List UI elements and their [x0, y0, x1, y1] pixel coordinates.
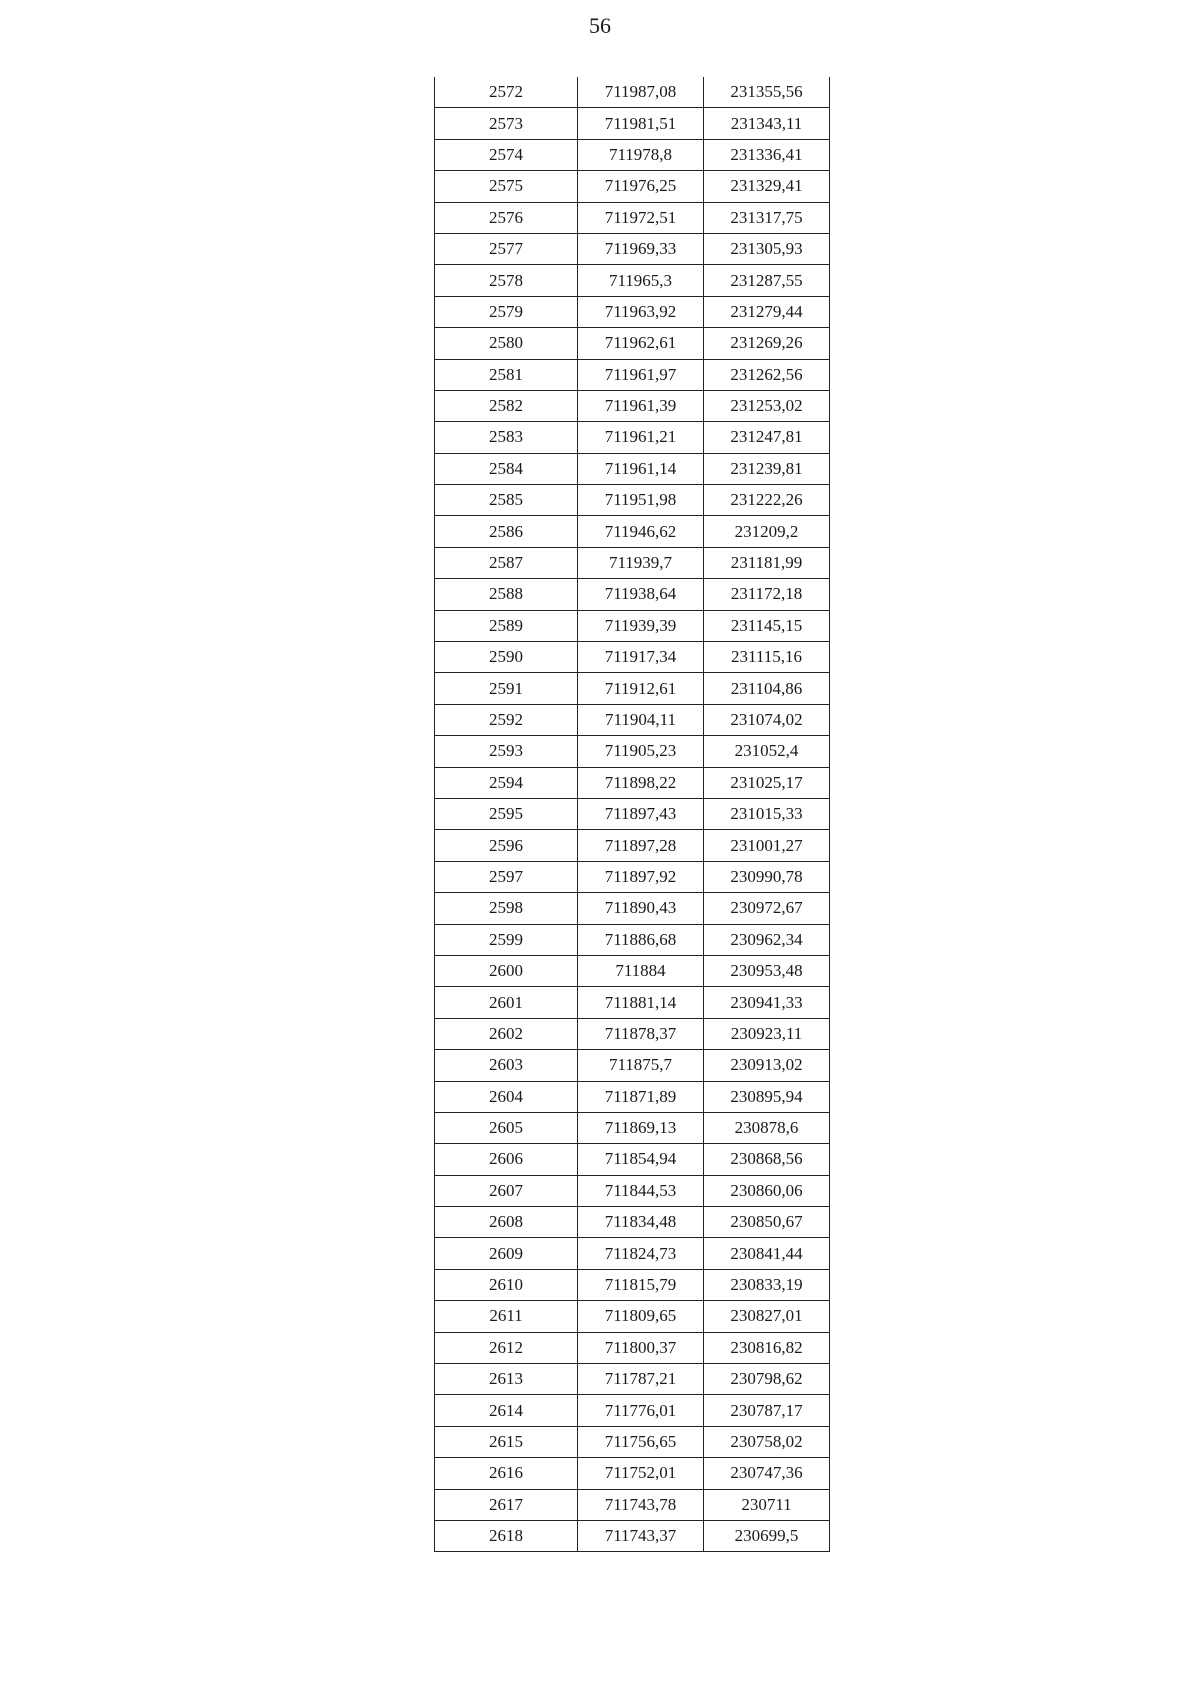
table-row: [435, 987, 830, 1018]
table-row: [435, 1081, 830, 1112]
point-number-cell: 2586: [435, 516, 578, 547]
y-coordinate-cell: 231336,41: [704, 139, 830, 170]
point-number-cell: 2615: [435, 1426, 578, 1457]
point-number-cell: 2602: [435, 1018, 578, 1049]
page-number: 56: [589, 13, 611, 38]
x-coordinate-cell: 711776,01: [578, 1395, 704, 1426]
x-coordinate-cell: 711875,7: [578, 1050, 704, 1081]
x-coordinate-cell: 711961,39: [578, 390, 704, 421]
x-coordinate-cell: 711961,14: [578, 453, 704, 484]
point-number-cell: 2584: [435, 453, 578, 484]
y-coordinate-cell: 230895,94: [704, 1081, 830, 1112]
y-coordinate-cell: 231355,56: [704, 77, 830, 108]
x-coordinate-cell: 711743,78: [578, 1489, 704, 1520]
table-row: [435, 924, 830, 955]
table-row: [435, 202, 830, 233]
point-number-cell: 2576: [435, 202, 578, 233]
x-coordinate-cell: 711869,13: [578, 1112, 704, 1143]
coordinates-table-body: [435, 77, 830, 1552]
x-coordinate-cell: 711878,37: [578, 1018, 704, 1049]
point-number-cell: 2582: [435, 390, 578, 421]
x-coordinate-cell: 711965,3: [578, 265, 704, 296]
y-coordinate-cell: 230787,17: [704, 1395, 830, 1426]
y-coordinate-cell: 231172,18: [704, 579, 830, 610]
y-coordinate-cell: 230747,36: [704, 1458, 830, 1489]
y-coordinate-cell: 230972,67: [704, 893, 830, 924]
y-coordinate-cell: 230841,44: [704, 1238, 830, 1269]
y-coordinate-cell: 231279,44: [704, 296, 830, 327]
x-coordinate-cell: 711897,92: [578, 861, 704, 892]
y-coordinate-cell: 230816,82: [704, 1332, 830, 1363]
point-number-cell: 2614: [435, 1395, 578, 1426]
table-row: [435, 547, 830, 578]
table-row: [435, 955, 830, 986]
table-row: [435, 861, 830, 892]
table-row: [435, 390, 830, 421]
x-coordinate-cell: 711752,01: [578, 1458, 704, 1489]
table-row: [435, 1364, 830, 1395]
y-coordinate-cell: 231269,26: [704, 328, 830, 359]
point-number-cell: 2573: [435, 108, 578, 139]
x-coordinate-cell: 711963,92: [578, 296, 704, 327]
point-number-cell: 2590: [435, 642, 578, 673]
table-row: [435, 296, 830, 327]
x-coordinate-cell: 711962,61: [578, 328, 704, 359]
y-coordinate-cell: 230699,5: [704, 1520, 830, 1551]
point-number-cell: 2588: [435, 579, 578, 610]
y-coordinate-cell: 231181,99: [704, 547, 830, 578]
table-row: [435, 704, 830, 735]
point-number-cell: 2574: [435, 139, 578, 170]
y-coordinate-cell: 230962,34: [704, 924, 830, 955]
y-coordinate-cell: 231074,02: [704, 704, 830, 735]
y-coordinate-cell: 230860,06: [704, 1175, 830, 1206]
point-number-cell: 2601: [435, 987, 578, 1018]
x-coordinate-cell: 711854,94: [578, 1144, 704, 1175]
y-coordinate-cell: 230878,6: [704, 1112, 830, 1143]
x-coordinate-cell: 711824,73: [578, 1238, 704, 1269]
table-row: [435, 1144, 830, 1175]
y-coordinate-cell: 231104,86: [704, 673, 830, 704]
x-coordinate-cell: 711972,51: [578, 202, 704, 233]
x-coordinate-cell: 711787,21: [578, 1364, 704, 1395]
point-number-cell: 2606: [435, 1144, 578, 1175]
table-row: [435, 1520, 830, 1551]
point-number-cell: 2610: [435, 1269, 578, 1300]
y-coordinate-cell: 231001,27: [704, 830, 830, 861]
x-coordinate-cell: 711815,79: [578, 1269, 704, 1300]
x-coordinate-cell: 711951,98: [578, 485, 704, 516]
table-row: [435, 422, 830, 453]
point-number-cell: 2617: [435, 1489, 578, 1520]
x-coordinate-cell: 711890,43: [578, 893, 704, 924]
x-coordinate-cell: 711897,43: [578, 798, 704, 829]
point-number-cell: 2578: [435, 265, 578, 296]
y-coordinate-cell: 230941,33: [704, 987, 830, 1018]
y-coordinate-cell: 230850,67: [704, 1207, 830, 1238]
y-coordinate-cell: 231015,33: [704, 798, 830, 829]
table-row: [435, 1332, 830, 1363]
y-coordinate-cell: 231253,02: [704, 390, 830, 421]
x-coordinate-cell: 711743,37: [578, 1520, 704, 1551]
y-coordinate-cell: 231247,81: [704, 422, 830, 453]
point-number-cell: 2611: [435, 1301, 578, 1332]
point-number-cell: 2607: [435, 1175, 578, 1206]
table-row: [435, 77, 830, 108]
point-number-cell: 2585: [435, 485, 578, 516]
y-coordinate-cell: 230923,11: [704, 1018, 830, 1049]
point-number-cell: 2583: [435, 422, 578, 453]
table-row: [435, 1018, 830, 1049]
x-coordinate-cell: 711834,48: [578, 1207, 704, 1238]
x-coordinate-cell: 711939,7: [578, 547, 704, 578]
y-coordinate-cell: 230953,48: [704, 955, 830, 986]
x-coordinate-cell: 711946,62: [578, 516, 704, 547]
x-coordinate-cell: 711904,11: [578, 704, 704, 735]
table-row: [435, 1426, 830, 1457]
y-coordinate-cell: 231305,93: [704, 233, 830, 264]
y-coordinate-cell: 231052,4: [704, 736, 830, 767]
y-coordinate-cell: 230798,62: [704, 1364, 830, 1395]
point-number-cell: 2591: [435, 673, 578, 704]
table-row: [435, 736, 830, 767]
table-row: [435, 1395, 830, 1426]
x-coordinate-cell: 711912,61: [578, 673, 704, 704]
y-coordinate-cell: 230990,78: [704, 861, 830, 892]
point-number-cell: 2587: [435, 547, 578, 578]
table-row: [435, 1489, 830, 1520]
point-number-cell: 2592: [435, 704, 578, 735]
x-coordinate-cell: 711884: [578, 955, 704, 986]
table-row: [435, 108, 830, 139]
x-coordinate-cell: 711978,8: [578, 139, 704, 170]
table-row: [435, 233, 830, 264]
point-number-cell: 2616: [435, 1458, 578, 1489]
y-coordinate-cell: 231115,16: [704, 642, 830, 673]
point-number-cell: 2618: [435, 1520, 578, 1551]
table-row: [435, 798, 830, 829]
x-coordinate-cell: 711987,08: [578, 77, 704, 108]
table-row: [435, 1301, 830, 1332]
y-coordinate-cell: 230868,56: [704, 1144, 830, 1175]
x-coordinate-cell: 711981,51: [578, 108, 704, 139]
y-coordinate-cell: 231145,15: [704, 610, 830, 641]
y-coordinate-cell: 230913,02: [704, 1050, 830, 1081]
point-number-cell: 2589: [435, 610, 578, 641]
x-coordinate-cell: 711917,34: [578, 642, 704, 673]
point-number-cell: 2608: [435, 1207, 578, 1238]
x-coordinate-cell: 711898,22: [578, 767, 704, 798]
x-coordinate-cell: 711881,14: [578, 987, 704, 1018]
table-row: [435, 642, 830, 673]
y-coordinate-cell: 230758,02: [704, 1426, 830, 1457]
point-number-cell: 2596: [435, 830, 578, 861]
point-number-cell: 2575: [435, 171, 578, 202]
point-number-cell: 2580: [435, 328, 578, 359]
y-coordinate-cell: 231329,41: [704, 171, 830, 202]
x-coordinate-cell: 711871,89: [578, 1081, 704, 1112]
table-row: [435, 453, 830, 484]
y-coordinate-cell: 231239,81: [704, 453, 830, 484]
x-coordinate-cell: 711961,97: [578, 359, 704, 390]
table-row: [435, 359, 830, 390]
x-coordinate-cell: 711976,25: [578, 171, 704, 202]
y-coordinate-cell: 231317,75: [704, 202, 830, 233]
x-coordinate-cell: 711886,68: [578, 924, 704, 955]
y-coordinate-cell: 231287,55: [704, 265, 830, 296]
table-row: [435, 1112, 830, 1143]
table-row: [435, 1269, 830, 1300]
x-coordinate-cell: 711897,28: [578, 830, 704, 861]
point-number-cell: 2597: [435, 861, 578, 892]
table-row: [435, 1175, 830, 1206]
point-number-cell: 2600: [435, 955, 578, 986]
y-coordinate-cell: 231262,56: [704, 359, 830, 390]
y-coordinate-cell: 230827,01: [704, 1301, 830, 1332]
table-row: [435, 328, 830, 359]
y-coordinate-cell: 231025,17: [704, 767, 830, 798]
table-row: [435, 1458, 830, 1489]
x-coordinate-cell: 711756,65: [578, 1426, 704, 1457]
point-number-cell: 2604: [435, 1081, 578, 1112]
point-number-cell: 2598: [435, 893, 578, 924]
x-coordinate-cell: 711844,53: [578, 1175, 704, 1206]
table-row: [435, 610, 830, 641]
x-coordinate-cell: 711938,64: [578, 579, 704, 610]
table-row: [435, 767, 830, 798]
point-number-cell: 2572: [435, 77, 578, 108]
y-coordinate-cell: 231343,11: [704, 108, 830, 139]
point-number-cell: 2613: [435, 1364, 578, 1395]
point-number-cell: 2609: [435, 1238, 578, 1269]
coordinates-table: [434, 77, 830, 1552]
point-number-cell: 2599: [435, 924, 578, 955]
point-number-cell: 2579: [435, 296, 578, 327]
point-number-cell: 2594: [435, 767, 578, 798]
table-row: [435, 1050, 830, 1081]
table-row: [435, 1238, 830, 1269]
x-coordinate-cell: 711809,65: [578, 1301, 704, 1332]
x-coordinate-cell: 711905,23: [578, 736, 704, 767]
point-number-cell: 2603: [435, 1050, 578, 1081]
point-number-cell: 2581: [435, 359, 578, 390]
y-coordinate-cell: 230833,19: [704, 1269, 830, 1300]
y-coordinate-cell: 231222,26: [704, 485, 830, 516]
table-row: [435, 265, 830, 296]
table-row: [435, 1207, 830, 1238]
point-number-cell: 2595: [435, 798, 578, 829]
point-number-cell: 2577: [435, 233, 578, 264]
table-row: [435, 830, 830, 861]
table-row: [435, 516, 830, 547]
point-number-cell: 2612: [435, 1332, 578, 1363]
table-row: [435, 139, 830, 170]
point-number-cell: 2593: [435, 736, 578, 767]
x-coordinate-cell: 711939,39: [578, 610, 704, 641]
x-coordinate-cell: 711961,21: [578, 422, 704, 453]
table-row: [435, 893, 830, 924]
table-row: [435, 579, 830, 610]
y-coordinate-cell: 230711: [704, 1489, 830, 1520]
point-number-cell: 2605: [435, 1112, 578, 1143]
table-row: [435, 485, 830, 516]
table-row: [435, 673, 830, 704]
x-coordinate-cell: 711800,37: [578, 1332, 704, 1363]
y-coordinate-cell: 231209,2: [704, 516, 830, 547]
x-coordinate-cell: 711969,33: [578, 233, 704, 264]
table-row: [435, 171, 830, 202]
